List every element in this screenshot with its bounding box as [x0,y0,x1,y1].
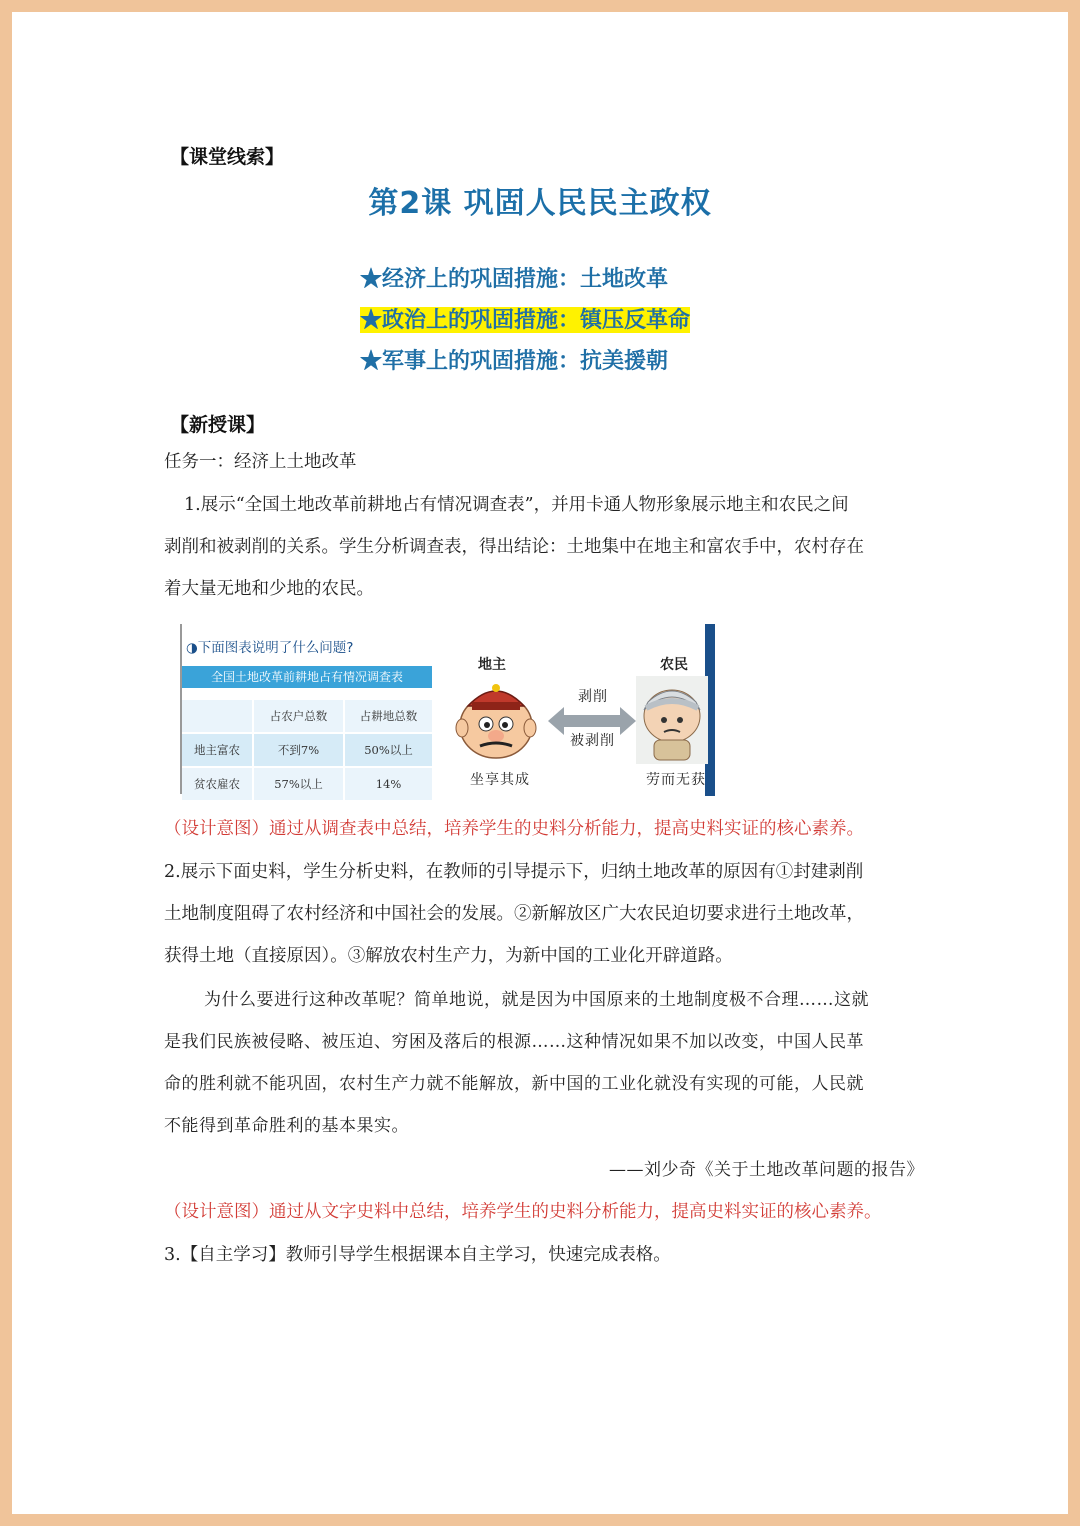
quote-line: 不能得到革命胜利的基本果实。 [164,1116,409,1136]
landlord-caption: 坐享其成 [470,772,530,788]
step1-paragraph [164,484,924,610]
step3-paragraph [164,1234,924,1276]
design-note-text: （设计意图）通过从文字史料中总结，培养学生的史料分析能力，提高史料实证的核心素养。 [164,1202,882,1222]
step2-line: 获得土地（直接原因）。③解放农村生产力，为新中国的工业化开辟道路。 [164,946,733,966]
quote-source [164,1149,924,1191]
clue-heading: 【课堂线索】 [170,146,285,168]
quote-line: 是我们民族被侵略、被压迫、穷困及落后的根源……这种情况如果不加以改变，中国人民革 [164,1032,864,1052]
table-cell: 14% [344,768,432,800]
step2-line: 土地制度阻碍了农村经济和中国社会的发展。②新解放区广大农民迫切要求进行土地改革， [164,904,864,924]
peasant-cartoon [636,676,708,764]
quote-source-text: ——刘少奇《关于土地改革问题的报告》 [609,1160,924,1180]
historical-quote [164,979,924,1147]
task1-heading [164,441,924,483]
exploited-label: 被剥削 [570,733,615,749]
step2-line: 2.展示下面史料，学生分析史料，在教师的引导提示下，归纳土地改革的原因有①封建剥削 [164,862,864,882]
table-cell: 不到7% [253,734,343,766]
landlord-label: 地主 [478,657,506,673]
step1-line: 1.展示“全国土地改革前耕地占有情况调查表”，并用卡通人物形象展示地主和农民之间 [184,495,849,515]
survey-figure [180,624,720,796]
table-cell: 50%以上 [344,734,432,766]
design-note-text: （设计意图）通过从调查表中总结，培养学生的史料分析能力，提高史料实证的核心素养。 [164,819,864,839]
step1-line: 剥削和被剥削的关系。学生分析调查表，得出结论：土地集中在地主和富农手中，农村存在 [164,537,864,557]
table-cell: 57%以上 [253,768,343,800]
step3-text: 3.【自主学习】教师引导学生根据课本自主学习，快速完成表格。 [164,1245,671,1265]
step2-paragraph [164,851,924,977]
design-note-2 [164,1191,924,1233]
peasant-label: 农民 [660,657,688,673]
measure-political [360,303,690,334]
quote-line: 为什么要进行这种改革呢？简单地说，就是因为中国原来的土地制度极不合理……这就 [204,990,869,1010]
step1-line: 着大量无地和少地的农民。 [164,579,374,599]
task1-text: 任务一：经济上土地改革 [164,452,357,472]
landlord-cartoon [448,674,544,764]
quote-line: 命的胜利就不能巩固，农村生产力就不能解放，新中国的工业化就没有实现的可能，人民就 [164,1074,864,1094]
peasant-caption: 劳而无获 [646,772,706,788]
table-header-cell: 占农户总数 [253,700,343,732]
lesson-title: 第2课 巩固人民民主政权 [368,186,712,221]
measure-military: ★军事上的巩固措施：抗美援朝 [360,348,669,374]
table-header-cell: 占耕地总数 [344,700,432,732]
figure-question: ◑下面图表说明了什么问题? [186,640,354,656]
table-cell: 地主富农 [182,734,252,766]
new-lesson-heading: 【新授课】 [170,414,266,436]
measure-political-text: ★政治上的巩固措施：镇压反革命 [360,307,691,333]
measure-economic: ★经济上的巩固措施：土地改革 [360,266,669,292]
design-note-1 [164,808,924,850]
survey-table-title: 全国土地改革前耕地占有情况调查表 [182,666,432,688]
document-page [12,12,1068,1514]
table-cell: 贫农雇农 [182,768,252,800]
exploit-label: 剥削 [578,689,608,705]
table-header-cell [182,700,252,732]
